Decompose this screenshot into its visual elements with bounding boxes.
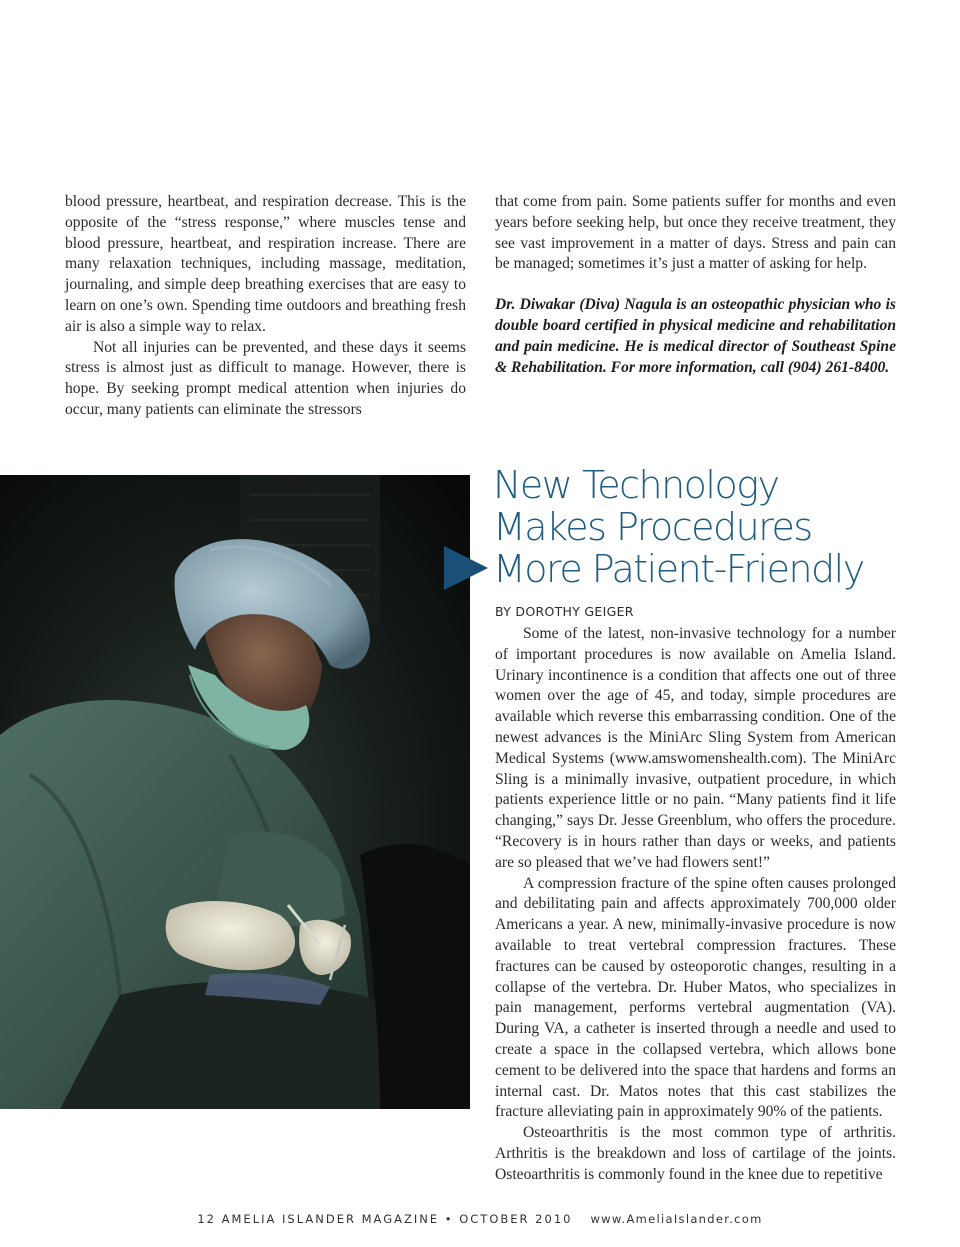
- left-column: [65, 192, 466, 421]
- headline-line-1: New Technology: [493, 463, 779, 507]
- surgeon-photo: [0, 475, 470, 1109]
- headline-line-3: More Patient-Friendly: [493, 547, 864, 591]
- author-bio: Dr. Diwakar (Diva) Nagula is an osteopathic physician who is double board certified in physical medicine and rehabilitation and pain medicine. He is medical director of Southeast Spine & Rehabilitation. For more information, call (904) 261-8400.: [495, 296, 896, 376]
- article-body: [495, 624, 896, 1186]
- triangle-marker-icon: [444, 546, 488, 590]
- article-paragraph-3: Osteoarthritis is the most common type of arthritis. Arthritis is the breakdown and loss of cartilage of the joints. Osteoarthritis is commonly found in the knee due to repetitive: [495, 1124, 896, 1183]
- article-headline: [493, 464, 933, 590]
- byline: BY DOROTHY GEIGER: [495, 604, 634, 619]
- footer-magazine: 12 AMELIA ISLANDER MAGAZINE • OCTOBER 2010: [197, 1212, 573, 1226]
- headline-line-2: Makes Procedures: [493, 505, 812, 549]
- footer-url: www.AmeliaIslander.com: [590, 1212, 763, 1226]
- left-paragraph-2: Not all injuries can be prevented, and these days it seems stress is almost just as difficult to manage. However, there is hope. By seeking prompt medical attention when injuries do occur, many patients can eliminate the stressors: [65, 338, 466, 418]
- right-top-paragraph: that come from pain. Some patients suffer for months and even years before seeking help, but once they receive treatment, they see vast improvement in a matter of days. Stress and pain can be managed; sometimes it’s just a matter of asking for help.: [495, 193, 896, 273]
- article-paragraph-1: Some of the latest, non-invasive technology for a number of important procedures is now available on Amelia Island. Urinary incontinence is a condition that affects one out of three women over the age of 45, and today, simple procedures are available which reverse this embarrassing condition. One of the newest advances is the MiniArc Sling System from American Medical Systems (www.amswomenshealth.com). The MiniArc Sling is a minimally invasive, outpatient procedure, in which patients experience little or no pain. “Many patients find it life changing,” says Dr. Jesse Greenblum, who offers the procedure. “Recovery is in hours rather than days or weeks, and patients are so pleased that we’ve had flowers sent!”: [495, 625, 896, 871]
- page-footer: [0, 1212, 960, 1226]
- right-column-top: [495, 192, 896, 378]
- left-paragraph-1: blood pressure, heartbeat, and respiration decrease. This is the opposite of the “stress response,” where muscles tense and blood pressure, heartbeat, and respiration increase. There are many relaxation techniques, including massage, meditation, journaling, and simple deep breathing exercises that are easy to learn on one’s own. Spending time outdoors and breathing fresh air is also a simple way to relax.: [65, 193, 466, 335]
- article-paragraph-2: A compression fracture of the spine often causes prolonged and debilitating pain and affects approximately 700,000 older Americans a year. A new, minimally-invasive procedure is now available to treat vertebral compression fractures. These fractures can be caused by osteoporotic changes, resulting in a collapse of the vertebra. Dr. Huber Matos, who specializes in pain management, performs vertebral augmentation (VA). During VA, a catheter is inserted through a needle and used to create a space in the collapsed vertebra, which allows bone cement to be delivered into the space that hardens and forms an internal cast. Dr. Matos notes that this cast stabilizes the fracture alleviating pain in approximately 90% of the patients.: [495, 874, 896, 1121]
